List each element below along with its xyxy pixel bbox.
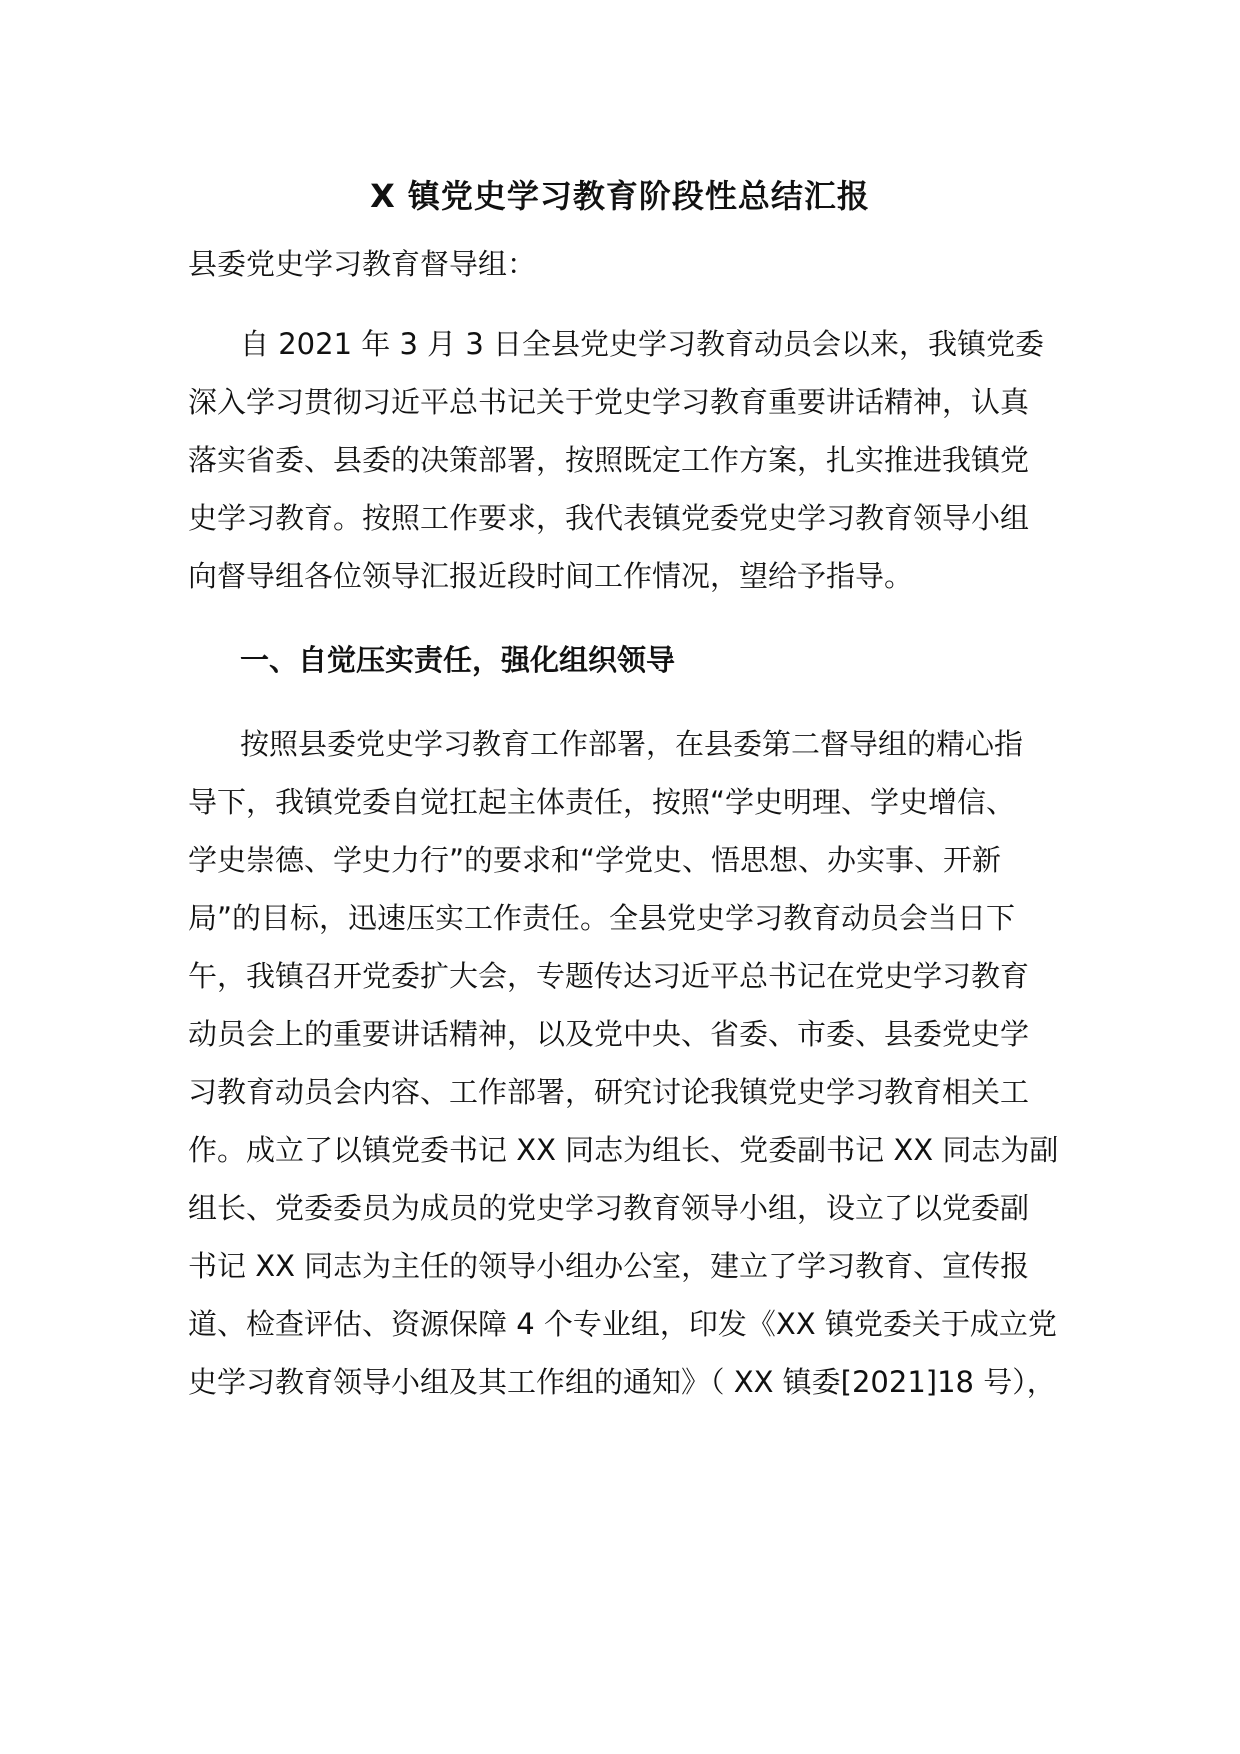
section-line: 道、检查评估、资源保障 4 个专业组，印发《XX 镇党委关于成立党 <box>188 1307 1057 1341</box>
document-title: X 镇党史学习教育阶段性总结汇报 <box>370 177 870 215</box>
salutation: 县委党史学习教育督导组： <box>188 247 537 281</box>
section-line: 书记 XX 同志为主任的领导小组办公室，建立了学习教育、宣传报 <box>188 1249 1030 1283</box>
section-line: 作。成立了以镇党委书记 XX 同志为组长、党委副书记 XX 同志为副 <box>188 1133 1059 1167</box>
intro-line: 向督导组各位领导汇报近段时间工作情况，望给予指导。 <box>188 559 914 593</box>
intro-line: 自 2021 年 3 月 3 日全县党史学习教育动员会以来，我镇党委 <box>240 327 1045 361</box>
section-line: 习教育动员会内容、工作部署，研究讨论我镇党史学习教育相关工 <box>188 1075 1030 1109</box>
section-line: 导下，我镇党委自觉扛起主体责任，按照“学史明理、学史增信、 <box>188 785 1016 819</box>
section-line: 午，我镇召开党委扩大会，专题传达习近平总书记在党史学习教育 <box>188 959 1030 993</box>
section-line: 动员会上的重要讲话精神，以及党中央、省委、市委、县委党史学 <box>188 1017 1030 1051</box>
intro-line: 深入学习贯彻习近平总书记关于党史学习教育重要讲话精神，认真 <box>188 385 1030 419</box>
section-line: 组长、党委委员为成员的党史学习教育领导小组，设立了以党委副 <box>188 1191 1030 1225</box>
intro-line: 落实省委、县委的决策部署，按照既定工作方案，扎实推进我镇党 <box>188 443 1030 477</box>
section-line: 按照县委党史学习教育工作部署，在县委第二督导组的精心指 <box>240 727 1024 761</box>
section-line: 学史崇德、学史力行”的要求和“学党史、悟思想、办实事、开新 <box>188 843 1002 877</box>
intro-line: 史学习教育。按照工作要求，我代表镇党委党史学习教育领导小组 <box>188 501 1030 535</box>
section-heading: 一、自觉压实责任，强化组织领导 <box>240 643 676 677</box>
section-line: 史学习教育领导小组及其工作组的通知》（ XX 镇委[2021]18 号）， <box>188 1365 1056 1399</box>
section-line: 局”的目标，迅速压实工作责任。全县党史学习教育动员会当日下 <box>188 901 1016 935</box>
